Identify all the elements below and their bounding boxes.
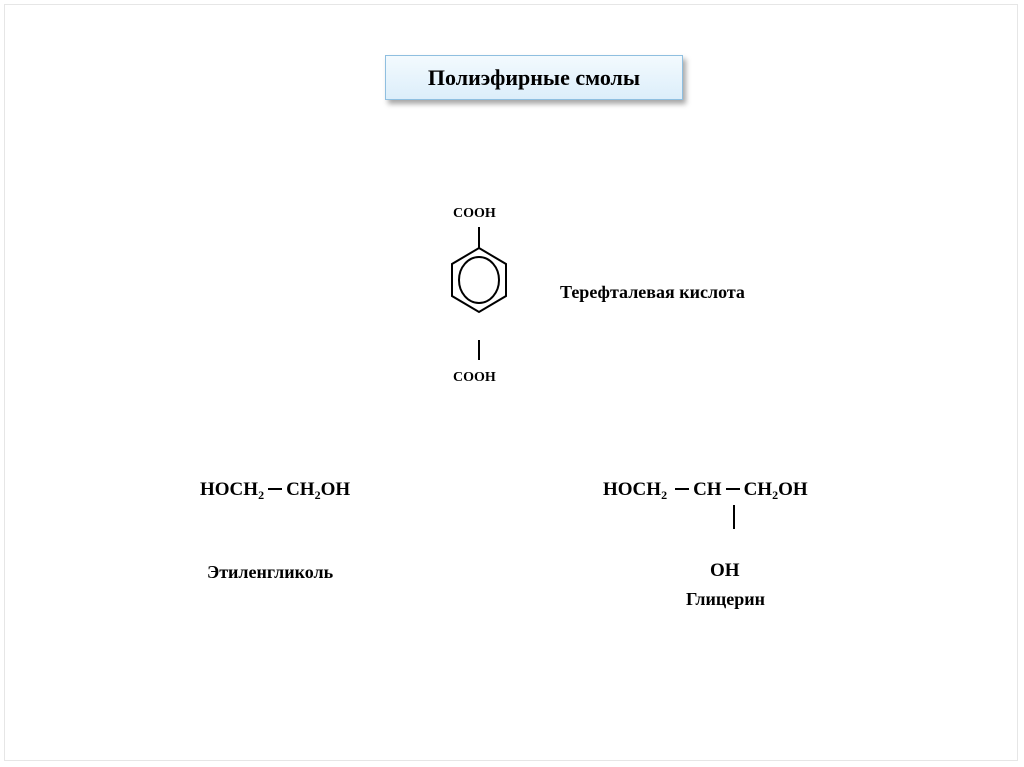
eg-left-group: HOCH: [200, 479, 259, 500]
terephthalic-bottom-cooh: COOH: [453, 370, 496, 385]
glycerol-name: Глицерин: [686, 589, 766, 609]
glycerol-branch-bond: [733, 505, 735, 529]
gly-right-subscript: 2: [772, 488, 779, 502]
eg-bond: [268, 488, 282, 490]
gly-middle-group: CH: [693, 479, 722, 500]
gly-right-group: CH: [743, 479, 773, 500]
bottom-bond-line: [478, 340, 480, 360]
gly-bond-1: [675, 488, 689, 490]
glycerol-oh-branch: OH: [710, 560, 740, 581]
gly-right-tail: OH: [778, 479, 808, 500]
terephthalic-acid-name: Терефталевая кислота: [560, 282, 745, 302]
eg-left-subscript: 2: [258, 488, 265, 502]
benzene-aromatic-circle: [459, 257, 499, 303]
title-box: [385, 55, 683, 100]
eg-right-group: CH: [286, 479, 315, 500]
eg-right-tail: OH: [320, 479, 351, 500]
benzene-ring: [440, 225, 520, 340]
gly-bond-2: [726, 488, 740, 490]
glycerol-formula: [603, 479, 808, 502]
slide-frame: [4, 4, 1018, 761]
ethylene-glycol-name: Этиленгликоль: [207, 562, 334, 582]
eg-right-subscript: 2: [314, 488, 321, 502]
ethylene-glycol-formula: [200, 479, 351, 502]
gly-left-subscript: 2: [661, 488, 668, 502]
gly-left-group: HOCH: [603, 479, 662, 500]
terephthalic-top-cooh: COOH: [453, 206, 496, 221]
slide-title: Полиэфирные смолы: [427, 64, 641, 90]
